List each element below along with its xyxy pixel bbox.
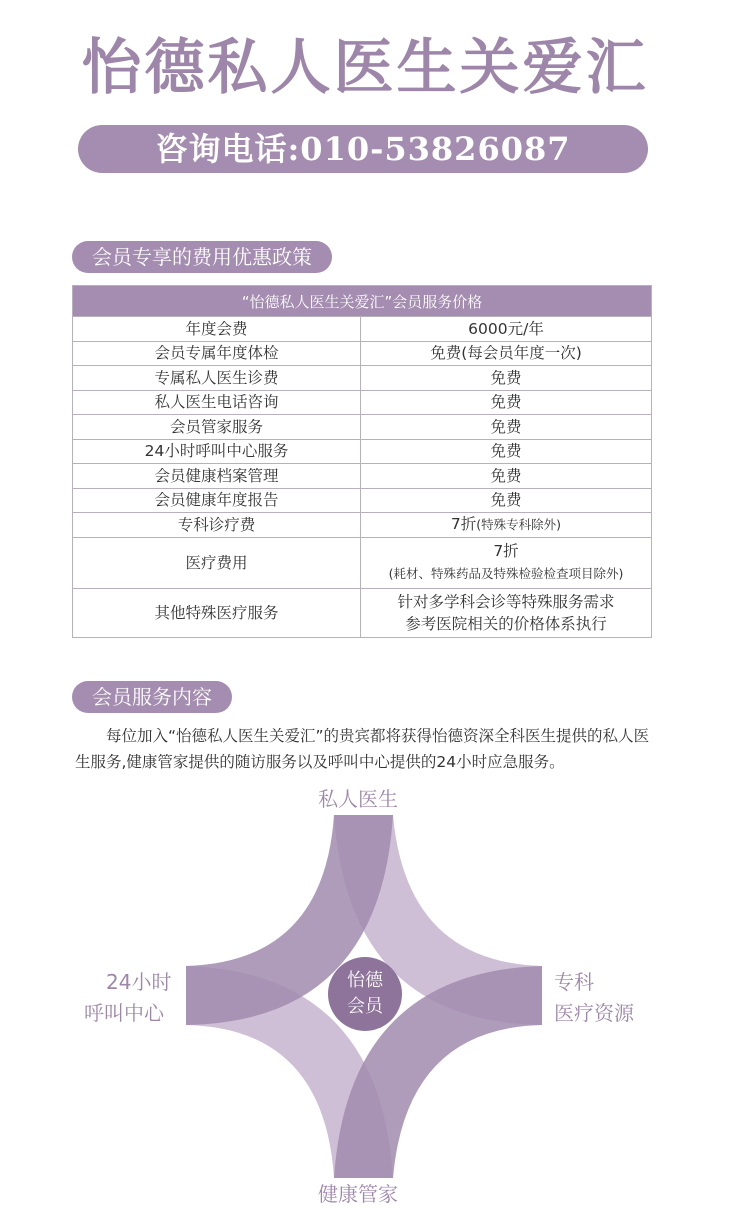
center-label-1: 怡德 [347, 970, 383, 991]
intro-paragraph: 每位加入“怡德私人医生关爱汇”的贵宾都将获得怡德资深全科医生提供的私人医生服务,健康管家提供的随访服务以及呼叫中心提供的24小时应急服务。 [75, 727, 650, 771]
row-item: 会员专属年度体检 [73, 341, 361, 366]
row-item: 会员健康年度报告 [73, 488, 361, 513]
row-price: 免费 [361, 390, 652, 415]
center-circle [328, 957, 402, 1031]
row-item: 年度会费 [73, 317, 361, 342]
row-price: 免费 [361, 439, 652, 464]
table-title: “怡德私人医生关爱汇”会员服务价格 [73, 286, 652, 317]
row-item: 专属私人医生诊费 [73, 366, 361, 391]
row-price-value: 7折 [450, 515, 477, 534]
center-label-2: 会员 [347, 996, 383, 1017]
label-call-center-line1: 24小时 [106, 970, 172, 994]
row-item: 专科诊疗费 [73, 513, 361, 538]
row-price: 免费(每会员年度一次) [361, 341, 652, 366]
section-label-discount: 会员专享的费用优惠政策 [72, 241, 332, 273]
row-price: 免费 [361, 488, 652, 513]
label-health-steward: 健康管家 [318, 1182, 398, 1206]
label-specialist-line1: 专科 [554, 970, 594, 994]
row-price: 6000元/年 [361, 317, 652, 342]
row-item: 其他特殊医疗服务 [73, 588, 361, 637]
row-price: 免费 [361, 464, 652, 489]
row-price-line2: 参考医院相关的价格体系执行 [405, 614, 607, 633]
row-price: 免费 [361, 366, 652, 391]
row-item: 会员健康档案管理 [73, 464, 361, 489]
label-call-center-line2: 呼叫中心 [84, 1001, 164, 1025]
row-item: 医疗费用 [73, 537, 361, 588]
label-specialist-line2: 医疗资源 [554, 1001, 634, 1025]
row-price-note: (耗材、特殊药品及特殊检验检查项目除外) [388, 566, 624, 581]
row-price-value: 7折 [493, 542, 519, 560]
row-item: 会员管家服务 [73, 415, 361, 440]
row-price-note: (特殊专科除外) [476, 517, 562, 533]
row-item: 私人医生电话咨询 [73, 390, 361, 415]
phone-banner[interactable]: 咨询电话:010-53826087 [78, 125, 648, 173]
section-label-services: 会员服务内容 [72, 681, 232, 713]
label-private-doctor: 私人医生 [318, 787, 398, 811]
row-item: 24小时呼叫中心服务 [73, 439, 361, 464]
row-price: 免费 [361, 415, 652, 440]
row-price-line1: 针对多学科会诊等特殊服务需求 [397, 592, 615, 611]
page-title: 怡德私人医生关爱汇 [81, 33, 649, 103]
